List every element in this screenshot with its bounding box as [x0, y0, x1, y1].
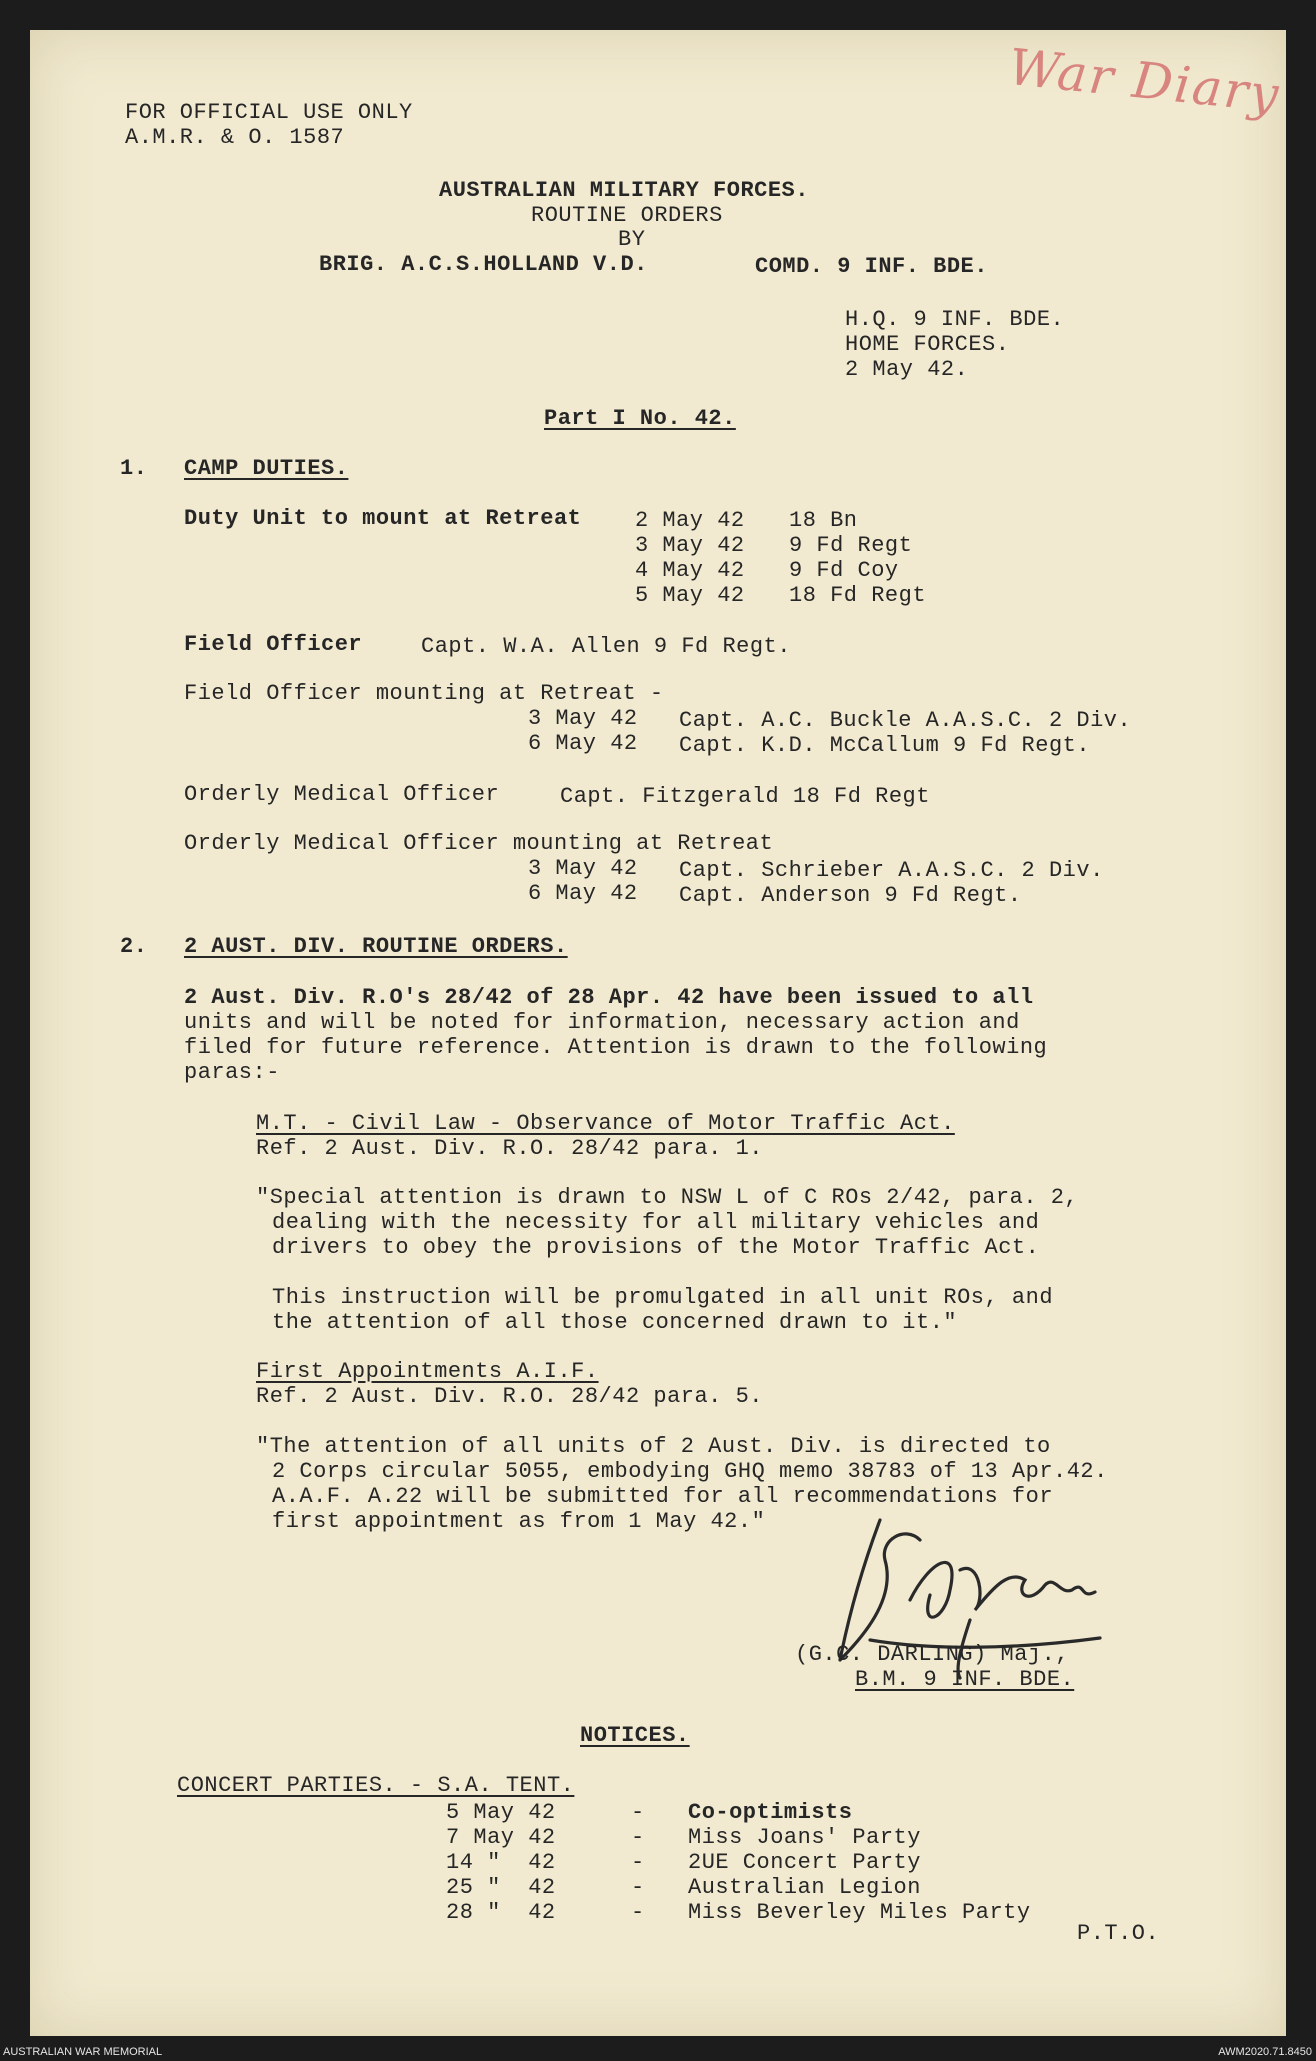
notice-date: 5 May 42 — [446, 1800, 556, 1825]
field-officer-label: Field Officer — [184, 632, 363, 657]
notice-date: 25 " 42 — [446, 1875, 556, 1900]
document-page — [30, 30, 1286, 2036]
omo-row-date: 3 May 42 — [528, 856, 638, 881]
fo-row-date: 3 May 42 — [528, 706, 638, 731]
notice-dash: - — [631, 1875, 645, 1900]
footer-accession: AWM2020.71.8450 — [1218, 2046, 1312, 2058]
notice-event: Miss Beverley Miles Party — [688, 1900, 1031, 1925]
notice-dash: - — [631, 1900, 645, 1925]
issuer: BRIG. A.C.S.HOLLAND V.D. — [319, 252, 648, 277]
notice-dash: - — [631, 1825, 645, 1850]
fo-row-date: 6 May 42 — [528, 731, 638, 756]
signature-title: B.M. 9 INF. BDE. — [855, 1667, 1075, 1692]
section-2-title: 2 AUST. DIV. ROUTINE ORDERS. — [184, 934, 568, 959]
hq-line-2: HOME FORCES. — [845, 332, 1010, 357]
section-2-intro-line: filed for future reference. Attention is drawn to the following — [184, 1035, 1048, 1060]
field-officer-value: Capt. W.A. Allen 9 Fd Regt. — [421, 634, 791, 659]
fo-row-officer: Capt. K.D. McCallum 9 Fd Regt. — [679, 733, 1091, 758]
duty-row-unit: 9 Fd Regt — [789, 533, 913, 558]
mt-reference: Ref. 2 Aust. Div. R.O. 28/42 para. 1. — [256, 1136, 763, 1161]
document-title: AUSTRALIAN MILITARY FORCES. — [439, 178, 809, 203]
fa-reference: Ref. 2 Aust. Div. R.O. 28/42 para. 5. — [256, 1384, 763, 1409]
document-date: 2 May 42. — [845, 357, 969, 382]
duty-row-unit: 9 Fd Coy — [789, 558, 899, 583]
duty-row-date: 4 May 42 — [635, 558, 745, 583]
classification: FOR OFFICIAL USE ONLY — [125, 100, 413, 125]
please-turn-over: P.T.O. — [1077, 1921, 1160, 1946]
duty-row-date: 2 May 42 — [635, 508, 745, 533]
omo-row-officer: Capt. Schrieber A.A.S.C. 2 Div. — [679, 858, 1104, 883]
mt-title: M.T. - Civil Law - Observance of Motor Traffic Act. — [256, 1111, 955, 1136]
mt-quote2-line: the attention of all those concerned drawn to it." — [272, 1310, 958, 1335]
notice-dash: - — [631, 1850, 645, 1875]
duty-row-unit: 18 Fd Regt — [789, 583, 927, 608]
notice-event: Miss Joans' Party — [688, 1825, 921, 1850]
part-number: Part I No. 42. — [544, 406, 736, 431]
duty-row-date: 3 May 42 — [635, 533, 745, 558]
command: COMD. 9 INF. BDE. — [755, 254, 988, 279]
notice-date: 14 " 42 — [446, 1850, 556, 1875]
fo-row-officer: Capt. A.C. Buckle A.A.S.C. 2 Div. — [679, 708, 1132, 733]
omo-row-officer: Capt. Anderson 9 Fd Regt. — [679, 883, 1022, 908]
fa-quote-line: 2 Corps circular 5055, embodying GHQ memo 38783 of 13 Apr.42. — [272, 1459, 1108, 1484]
reference-number: A.M.R. & O. 1587 — [125, 125, 345, 150]
by-line: BY — [618, 227, 646, 252]
notice-date: 28 " 42 — [446, 1900, 556, 1925]
section-2-intro-line: 2 Aust. Div. R.O's 28/42 of 28 Apr. 42 have been issued to all — [184, 985, 1034, 1010]
mt-quote-line: dealing with the necessity for all military vehicles and — [272, 1210, 1040, 1235]
signature-name: (G.C. DARLING) Maj., — [795, 1642, 1070, 1667]
mt-quote-line: drivers to obey the provisions of the Motor Traffic Act. — [272, 1235, 1040, 1260]
mt-quote-line: "Special attention is drawn to NSW L of C ROs 2/42, para. 2, — [256, 1185, 1079, 1210]
section-2-number: 2. — [120, 934, 148, 959]
notice-event: Australian Legion — [688, 1875, 921, 1900]
handwritten-note: War Diary — [1005, 37, 1283, 125]
fa-quote-line: "The attention of all units of 2 Aust. Div. is directed to — [256, 1434, 1051, 1459]
omo-label: Orderly Medical Officer — [184, 782, 500, 807]
fo-mounting-label: Field Officer mounting at Retreat - — [184, 681, 664, 706]
notices-subtitle: CONCERT PARTIES. - S.A. TENT. — [177, 1773, 575, 1798]
section-2-intro-line: paras:- — [184, 1060, 280, 1085]
notice-dash: - — [631, 1800, 645, 1825]
notices-title: NOTICES. — [580, 1723, 690, 1748]
footer-credit: AUSTRALIAN WAR MEMORIAL — [3, 2046, 163, 2058]
omo-row-date: 6 May 42 — [528, 881, 638, 906]
mt-quote2-line: This instruction will be promulgated in all unit ROs, and — [272, 1285, 1054, 1310]
section-1-number: 1. — [120, 456, 148, 481]
section-1-title: CAMP DUTIES. — [184, 456, 349, 481]
fa-title: First Appointments A.I.F. — [256, 1359, 599, 1384]
notice-event: 2UE Concert Party — [688, 1850, 921, 1875]
hq-line-1: H.Q. 9 INF. BDE. — [845, 307, 1065, 332]
section-2-intro-line: units and will be noted for information, necessary action and — [184, 1010, 1020, 1035]
omo-mounting-label: Orderly Medical Officer mounting at Retreat — [184, 831, 774, 856]
notice-date: 7 May 42 — [446, 1825, 556, 1850]
omo-value: Capt. Fitzgerald 18 Fd Regt — [560, 784, 930, 809]
duty-unit-label: Duty Unit to mount at Retreat — [184, 506, 582, 531]
duty-row-unit: 18 Bn — [789, 508, 858, 533]
notice-event: Co-optimists — [688, 1800, 853, 1825]
fa-quote-line: A.A.F. A.22 will be submitted for all recommendations for — [272, 1484, 1054, 1509]
document-subtitle: ROUTINE ORDERS — [531, 203, 723, 228]
duty-row-date: 5 May 42 — [635, 583, 745, 608]
fa-quote-line: first appointment as from 1 May 42." — [272, 1509, 766, 1534]
